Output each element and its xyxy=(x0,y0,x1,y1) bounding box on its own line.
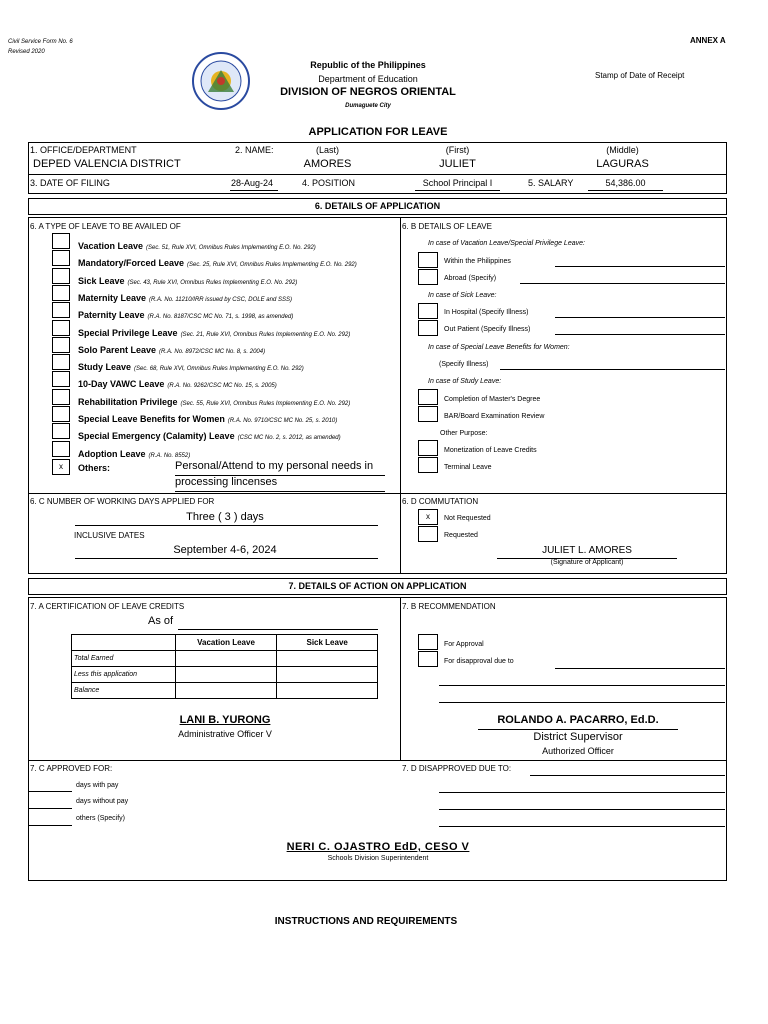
section7d-title: 7. D DISAPPROVED DUE TO: xyxy=(402,764,512,773)
name-label: 2. NAME: xyxy=(235,145,274,155)
requested-checkbox[interactable] xyxy=(418,526,438,542)
last-name-value: AMORES xyxy=(303,158,352,170)
leave-type-item xyxy=(78,426,341,444)
leave-type-reference: (Sec. 68, Rule XVI, Omnibus Rules Implementing E.O. No. 292) xyxy=(134,366,304,372)
leave-type-reference: (Sec. 55, Rule XVI, Omnibus Rules Implementing E.O. No. 292) xyxy=(180,401,351,407)
applicant-signature-label: (Signature of Applicant) xyxy=(550,559,624,566)
as-of-label: As of xyxy=(148,615,174,627)
leave-type-name: Paternity Leave xyxy=(78,310,145,320)
others-detail-line2: processing lincenses xyxy=(175,476,278,488)
hr-officer-title: Administrative Officer V xyxy=(178,729,272,739)
leave-type-checkbox[interactable] xyxy=(52,389,70,405)
abroad-checkbox[interactable] xyxy=(418,269,438,285)
leave-type-item xyxy=(78,374,277,392)
leave-type-name: Special Emergency (Calamity) Leave xyxy=(78,431,235,441)
monetization-checkbox[interactable] xyxy=(418,440,438,456)
office-label: 1. OFFICE/DEPARTMENT xyxy=(30,145,137,155)
vacation-less-cell[interactable] xyxy=(175,667,277,683)
filing-date-label: 3. DATE OF FILING xyxy=(30,178,110,188)
leave-type-item xyxy=(78,236,316,254)
leave-type-name: Maternity Leave xyxy=(78,293,147,303)
leave-type-name: Vacation Leave xyxy=(78,241,144,251)
division-line: DIVISION OF NEGROS ORIENTAL xyxy=(280,86,456,98)
form-revision: Revised 2020 xyxy=(8,49,45,55)
abroad-label: Abroad (Specify) xyxy=(444,275,497,282)
leave-credits-table xyxy=(71,634,378,699)
section7-title: 7. DETAILS OF ACTION ON APPLICATION xyxy=(288,581,467,591)
annex-label: ANNEX A xyxy=(690,36,726,45)
leave-type-name: Rehabilitation Privilege xyxy=(78,397,178,407)
vacation-note: In case of Vacation Leave/Special Privilege Leave: xyxy=(428,240,585,247)
vacation-total-earned-cell[interactable] xyxy=(175,651,277,667)
city-line: Dumaguete City xyxy=(345,103,391,109)
leave-type-name: 10-Day VAWC Leave xyxy=(78,379,165,389)
not-requested-label: Not Requested xyxy=(444,515,491,522)
office-value: DEPED VALENCIA DISTRICT xyxy=(33,158,181,170)
terminal-leave-label: Terminal Leave xyxy=(444,464,492,471)
table-row xyxy=(72,651,378,667)
last-name-label: (Last) xyxy=(315,145,339,155)
table-row xyxy=(72,667,378,683)
leave-type-item xyxy=(78,409,337,427)
vacation-balance-cell[interactable] xyxy=(175,683,277,699)
table-corner xyxy=(72,635,176,651)
leave-type-reference: (R.A. No. 8972/CSC MC No. 8, s. 2004) xyxy=(159,349,266,355)
leave-type-item xyxy=(78,271,297,289)
for-approval-label: For Approval xyxy=(444,641,484,648)
first-name-label: (First) xyxy=(445,145,470,155)
recommender-title: District Supervisor xyxy=(533,731,623,743)
leave-type-reference: (R.A. No. 9710/CSC MC No. 25, s. 2010) xyxy=(227,418,338,424)
leave-type-item xyxy=(78,323,350,341)
section6a-title: 6. A TYPE OF LEAVE TO BE AVAILED OF xyxy=(30,222,181,231)
leave-type-reference: (CSC MC No. 2, s. 2012, as amended) xyxy=(237,435,341,441)
leave-type-name: Solo Parent Leave xyxy=(78,345,157,355)
masters-label: Completion of Master's Degree xyxy=(444,396,541,403)
leave-type-name: Adoption Leave xyxy=(78,449,146,459)
filing-date-value: 28-Aug-24 xyxy=(231,178,274,188)
first-name-value: JULIET xyxy=(439,158,476,170)
monetization-label: Monetization of Leave Credits xyxy=(444,447,537,454)
republic-line: Republic of the Philippines xyxy=(310,60,426,70)
vacation-leave-header: Vacation Leave xyxy=(175,635,277,651)
department-line: Department of Education xyxy=(318,74,418,84)
leave-type-name: Special Leave Benefits for Women xyxy=(78,414,225,424)
out-patient-checkbox[interactable] xyxy=(418,320,438,336)
leave-type-checkbox[interactable] xyxy=(52,406,70,422)
women-note: In case of Special Leave Benefits for Women: xyxy=(428,344,570,351)
leave-type-item xyxy=(78,392,350,410)
leave-type-checkbox[interactable] xyxy=(52,371,70,387)
for-approval-checkbox[interactable] xyxy=(418,634,438,650)
inclusive-dates-label: INCLUSIVE DATES xyxy=(74,531,145,540)
leave-type-name: Special Privilege Leave xyxy=(78,328,178,338)
leave-type-checkbox[interactable] xyxy=(52,233,70,249)
in-hospital-checkbox[interactable] xyxy=(418,303,438,319)
sick-less-cell[interactable] xyxy=(277,667,378,683)
leave-type-reference: (R.A. No. 11210/IRR issued by CSC, DOLE and SSS) xyxy=(149,297,292,303)
sick-balance-cell[interactable] xyxy=(277,683,378,699)
days-with-pay-label: days with pay xyxy=(76,782,119,789)
leave-type-reference: (Sec. 21, Rule XVI, Omnibus Rules Implementing E.O. No. 292) xyxy=(180,332,351,338)
section6c-title: 6. C NUMBER OF WORKING DAYS APPLIED FOR xyxy=(30,497,215,506)
section7a-title: 7. A CERTIFICATION OF LEAVE CREDITS xyxy=(30,602,185,611)
form-title: APPLICATION FOR LEAVE xyxy=(308,126,448,138)
sick-note: In case of Sick Leave: xyxy=(428,292,497,299)
leave-type-item xyxy=(78,340,265,358)
leave-type-checkbox[interactable] xyxy=(52,285,70,301)
leave-type-checkbox[interactable] xyxy=(52,337,70,353)
leave-type-checkbox[interactable] xyxy=(52,354,70,370)
leave-type-checkbox[interactable] xyxy=(52,441,70,457)
leave-type-item xyxy=(78,357,304,375)
position-label: 4. POSITION xyxy=(302,178,356,188)
requested-label: Requested xyxy=(444,532,478,539)
section6b-title: 6. B DETAILS OF LEAVE xyxy=(402,222,492,231)
leave-type-item xyxy=(78,444,190,462)
section7b-title: 7. B RECOMMENDATION xyxy=(402,602,496,611)
instructions-heading: INSTRUCTIONS AND REQUIREMENTS xyxy=(274,916,458,927)
leave-type-item xyxy=(78,305,293,323)
superintendent-name: NERI C. OJASTRO EdD, CESO V xyxy=(286,841,470,853)
inclusive-dates-value: September 4-6, 2024 xyxy=(173,544,277,556)
leave-type-checkbox[interactable] xyxy=(52,268,70,284)
section6-title: 6. DETAILS OF APPLICATION xyxy=(314,201,441,211)
hr-officer-name: LANI B. YURONG xyxy=(179,714,271,726)
row-label-balance: Balance xyxy=(72,683,176,699)
in-hospital-label: In Hospital (Specify Illness) xyxy=(444,309,529,316)
bar-review-checkbox[interactable] xyxy=(418,406,438,422)
terminal-leave-checkbox[interactable] xyxy=(418,457,438,473)
superintendent-title: Schools Division Superintendent xyxy=(327,855,429,862)
position-value: School Principal I xyxy=(422,178,493,188)
section7c-title: 7. C APPROVED FOR: xyxy=(30,764,113,773)
specify-illness-label: (Specify Illness) xyxy=(439,361,489,368)
recommender-role: Authorized Officer xyxy=(542,746,614,756)
within-philippines-checkbox[interactable] xyxy=(418,252,438,268)
study-note: In case of Study Leave: xyxy=(428,378,502,385)
others-label: Others: xyxy=(78,463,111,473)
sick-leave-header: Sick Leave xyxy=(277,635,378,651)
other-purpose-label: Other Purpose: xyxy=(440,430,488,437)
form-number: Civil Service Form No. 6 xyxy=(8,39,73,45)
leave-type-checkbox[interactable] xyxy=(52,320,70,336)
others-detail-line1: Personal/Attend to my personal needs in xyxy=(175,460,374,472)
working-days-value: Three ( 3 ) days xyxy=(186,511,264,523)
leave-type-reference: (R.A. No. 9262/CSC MC No. 15, s. 2005) xyxy=(167,383,277,389)
leave-type-item xyxy=(78,253,357,271)
not-requested-checkbox[interactable]: x xyxy=(418,509,438,525)
within-philippines-label: Within the Philippines xyxy=(444,258,511,265)
salary-value: 54,386.00 xyxy=(605,178,646,188)
out-patient-label: Out Patient (Specify Illness) xyxy=(444,326,531,333)
salary-label: 5. SALARY xyxy=(528,178,574,188)
applicant-name: JULIET L. AMORES xyxy=(542,545,632,556)
leave-type-reference: (Sec. 25, Rule XVI, Omnibus Rules Implementing E.O. No. 292) xyxy=(187,262,357,268)
leave-type-name: Sick Leave xyxy=(78,276,125,286)
for-disapproval-label: For disapproval due to xyxy=(444,658,514,665)
receipt-stamp-label: Stamp of Date of Receipt xyxy=(595,71,685,80)
deped-seal xyxy=(186,52,256,110)
others-checkbox[interactable]: x xyxy=(52,459,70,475)
leave-type-checkbox[interactable] xyxy=(52,302,70,318)
leave-type-name: Study Leave xyxy=(78,362,132,372)
leave-type-item xyxy=(78,288,292,306)
leave-type-name: Mandatory/Forced Leave xyxy=(78,258,185,268)
middle-name-label: (Middle) xyxy=(606,145,639,155)
bar-review-label: BAR/Board Examination Review xyxy=(444,413,545,420)
leave-type-checkbox[interactable] xyxy=(52,423,70,439)
table-row xyxy=(72,683,378,699)
leave-type-reference: (R.A. No. 8552) xyxy=(148,453,191,459)
leave-type-reference: (R.A. No. 8187/CSC MC No. 71, s. 1998, as amended) xyxy=(147,314,294,320)
masters-checkbox[interactable] xyxy=(418,389,438,405)
section6d-title: 6. D COMMUTATION xyxy=(402,497,479,506)
leave-type-reference: (Sec. 51, Rule XVI, Omnibus Rules Implementing E.O. No. 292) xyxy=(146,245,316,251)
leave-type-checkbox[interactable] xyxy=(52,250,70,266)
middle-name-value: LAGURAS xyxy=(596,158,649,170)
leave-type-reference: (Sec. 43, Rule XVI, Omnibus Rules Implementing E.O. No. 292) xyxy=(127,280,298,286)
sick-total-earned-cell[interactable] xyxy=(277,651,378,667)
row-label-total-earned: Total Earned xyxy=(72,651,176,667)
for-disapproval-checkbox[interactable] xyxy=(418,651,438,667)
days-without-pay-label: days without pay xyxy=(76,798,129,805)
others-specify-label: others (Specify) xyxy=(76,815,126,822)
recommender-name: ROLANDO A. PACARRO, Ed.D. xyxy=(497,714,659,726)
row-label-less-application: Less this application xyxy=(72,667,176,683)
